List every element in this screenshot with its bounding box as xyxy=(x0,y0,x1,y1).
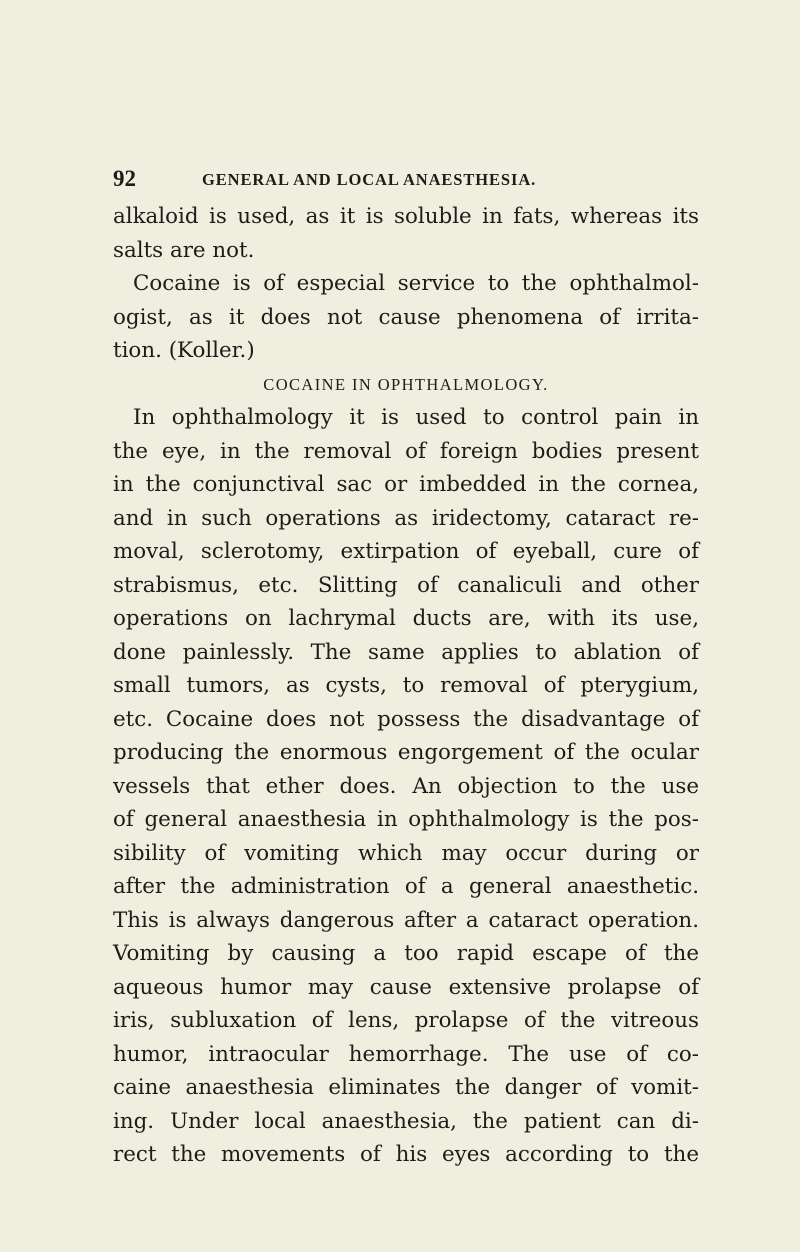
text-line: humor, intraocular hemorrhage. The use of co- xyxy=(113,1041,699,1067)
text-line: strabismus, etc. Slitting of canaliculi and other xyxy=(113,572,699,598)
text-line: sibility of vomiting which may occur during or xyxy=(113,840,699,866)
text-line: after the administration of a general anaesthetic. xyxy=(113,874,699,899)
text-line: rect the movements of his eyes according to the xyxy=(113,1142,699,1167)
text-line: in the conjunctival sac or imbedded in the cornea, xyxy=(113,472,699,497)
text-line: etc. Cocaine does not possess the disadvantage of xyxy=(113,706,699,732)
text-line: caine anaesthesia eliminates the danger of vomit- xyxy=(113,1075,699,1100)
running-header xyxy=(113,164,713,194)
paragraph-ophthalmology-uses xyxy=(113,401,699,1172)
page-number: 92 xyxy=(113,166,136,191)
text-line: salts are not. xyxy=(113,237,255,263)
paragraph-soluble-in-fats xyxy=(113,200,699,267)
text-line: moval, sclerotomy, extirpation of eyeball, cure of xyxy=(113,539,699,564)
body-text xyxy=(113,200,699,1172)
text-line: small tumors, as cysts, to removal of pterygium, xyxy=(113,673,699,698)
paragraph-ophthalmologist xyxy=(113,267,699,368)
text-line: Cocaine is of especial service to the ophthalmol- xyxy=(133,271,699,296)
text-line: aqueous humor may cause extensive prolapse of xyxy=(113,974,699,1000)
text-line: This is always dangerous after a cataract operation. xyxy=(113,907,699,933)
text-line: the eye, in the removal of foreign bodies present xyxy=(113,438,699,464)
running-title: GENERAL AND LOCAL ANAESTHESIA. xyxy=(202,170,537,189)
text-line: vessels that ether does. An objection to the use xyxy=(113,773,699,799)
text-line: In ophthalmology it is used to control pain in xyxy=(133,405,699,430)
text-line: iris, subluxation of lens, prolapse of the vitreous xyxy=(113,1008,699,1033)
text-line: of general anaesthesia in ophthalmology is the pos- xyxy=(113,807,699,832)
text-line: done painlessly. The same applies to ablation of xyxy=(113,639,699,665)
text-line: ogist, as it does not cause phenomena of irrita- xyxy=(113,304,699,330)
text-line: ing. Under local anaesthesia, the patient can di- xyxy=(113,1108,699,1134)
text-line: and in such operations as iridectomy, cataract re- xyxy=(113,505,699,531)
text-line: operations on lachrymal ducts are, with its use, xyxy=(113,606,699,631)
text-line: Vomiting by causing a too rapid escape of the xyxy=(113,941,699,966)
section-heading: COCAINE IN OPHTHALMOLOGY. xyxy=(263,374,549,394)
text-line: alkaloid is used, as it is soluble in fats, whereas its xyxy=(113,204,699,229)
text-line: producing the enormous engorgement of the ocular xyxy=(113,740,699,765)
text-line: tion. (Koller.) xyxy=(113,338,255,363)
